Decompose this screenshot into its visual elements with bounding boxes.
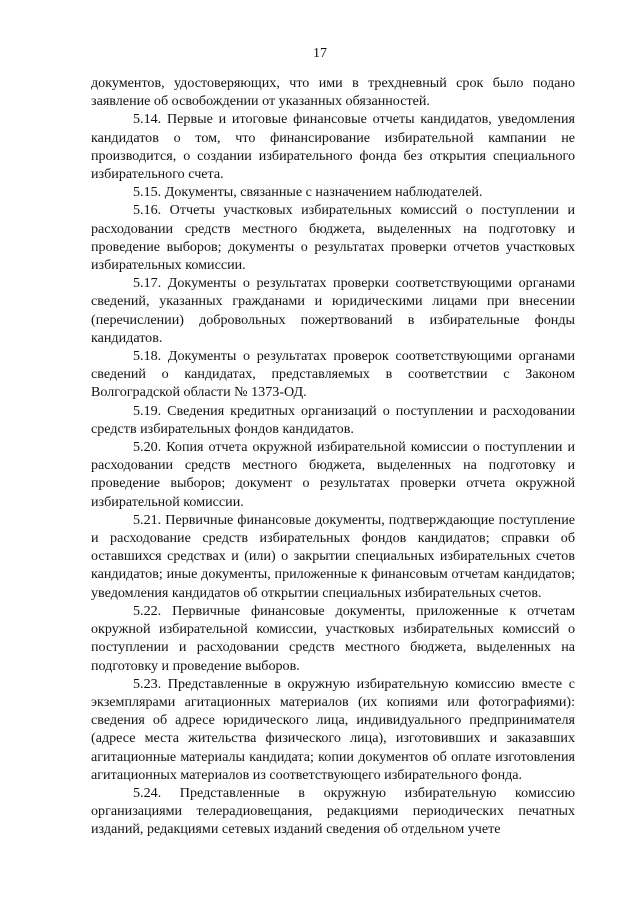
page-number: 17	[313, 46, 327, 61]
paragraph-5-16: 5.16. Отчеты участковых избирательных комиссий о поступлении и расходовании средств местного бюджета, выделенных на подготовку и проведение выборов; документы о результатах проверки отчетов участковых избирательных комиссии.	[91, 202, 575, 274]
paragraph-5-22: 5.22. Первичные финансовые документы, приложенные к отчетам окружной избирательной комиссии, участковых избирательных комиссий о поступлении и расходовании средств местного бюджета, выделенных на подготовку и проведение выборов.	[91, 602, 575, 674]
paragraph-continuation: документов, удостоверяющих, что ими в трехдневный срок было подано заявление об освобождении от указанных обязанностей.	[91, 75, 575, 110]
paragraph-5-20: 5.20. Копия отчета окружной избирательной комиссии о поступлении и расходовании средств местного бюджета, выделенных на подготовку и проведение выборов; документ о результатах проверки отчета окружной избирательной комиссии.	[91, 439, 575, 510]
paragraph-5-21: 5.21. Первичные финансовые документы, подтверждающие поступление и расходование средств избирательных фондов кандидатов; справки об оставшихся средствах и (или) о закрытии специальных избирательных счетов кандидатов; иные документы, приложенные к финансовым отчетам кандидатов; уведомления кандидатов об открытии специальных избирательных счетов.	[91, 511, 575, 601]
paragraph-5-17: 5.17. Документы о результатах проверки соответствующими органами сведений, указанных гражданами и юридическими лицами при внесении (перечислении) добровольных пожертвований в избирательные фонды кандидатов.	[91, 275, 575, 346]
paragraph-5-24: 5.24. Представленные в окружную избирательную комиссию организациями телерадиовещания, редакциями периодических печатных изданий, редакциями сетевых изданий сведения об отдельном учете	[91, 784, 575, 838]
paragraph-5-19: 5.19. Сведения кредитных организаций о поступлении и расходовании средств избирательных фондов кандидатов.	[91, 402, 575, 437]
paragraph-5-23: 5.23. Представленные в окружную избирательную комиссию вместе с экземплярами агитационных материалов (их копиями или фотографиями): сведения об адресе юридического лица, индивидуального предпринимателя (адресе места жительства физического лица), изготовивших и заказавших агитационные материалы кандидата; копии документов об оплате изготовления агитационных материалов из соответствующего избирательного фонда.	[91, 675, 575, 783]
document-body	[91, 74, 575, 839]
paragraph-5-18: 5.18. Документы о результатах проверок соответствующими органами сведений о кандидатах, представляемых в соответствии с Законом Волгоградской области № 1373-ОД.	[91, 348, 575, 401]
paragraph-5-14: 5.14. Первые и итоговые финансовые отчеты кандидатов, уведомления кандидатов о том, что финансирование избирательной кампании не производится, о создании избирательного фонда без открытия специального избирательного счета.	[91, 111, 575, 183]
paragraph-5-15: 5.15. Документы, связанные с назначением наблюдателей.	[133, 184, 483, 201]
